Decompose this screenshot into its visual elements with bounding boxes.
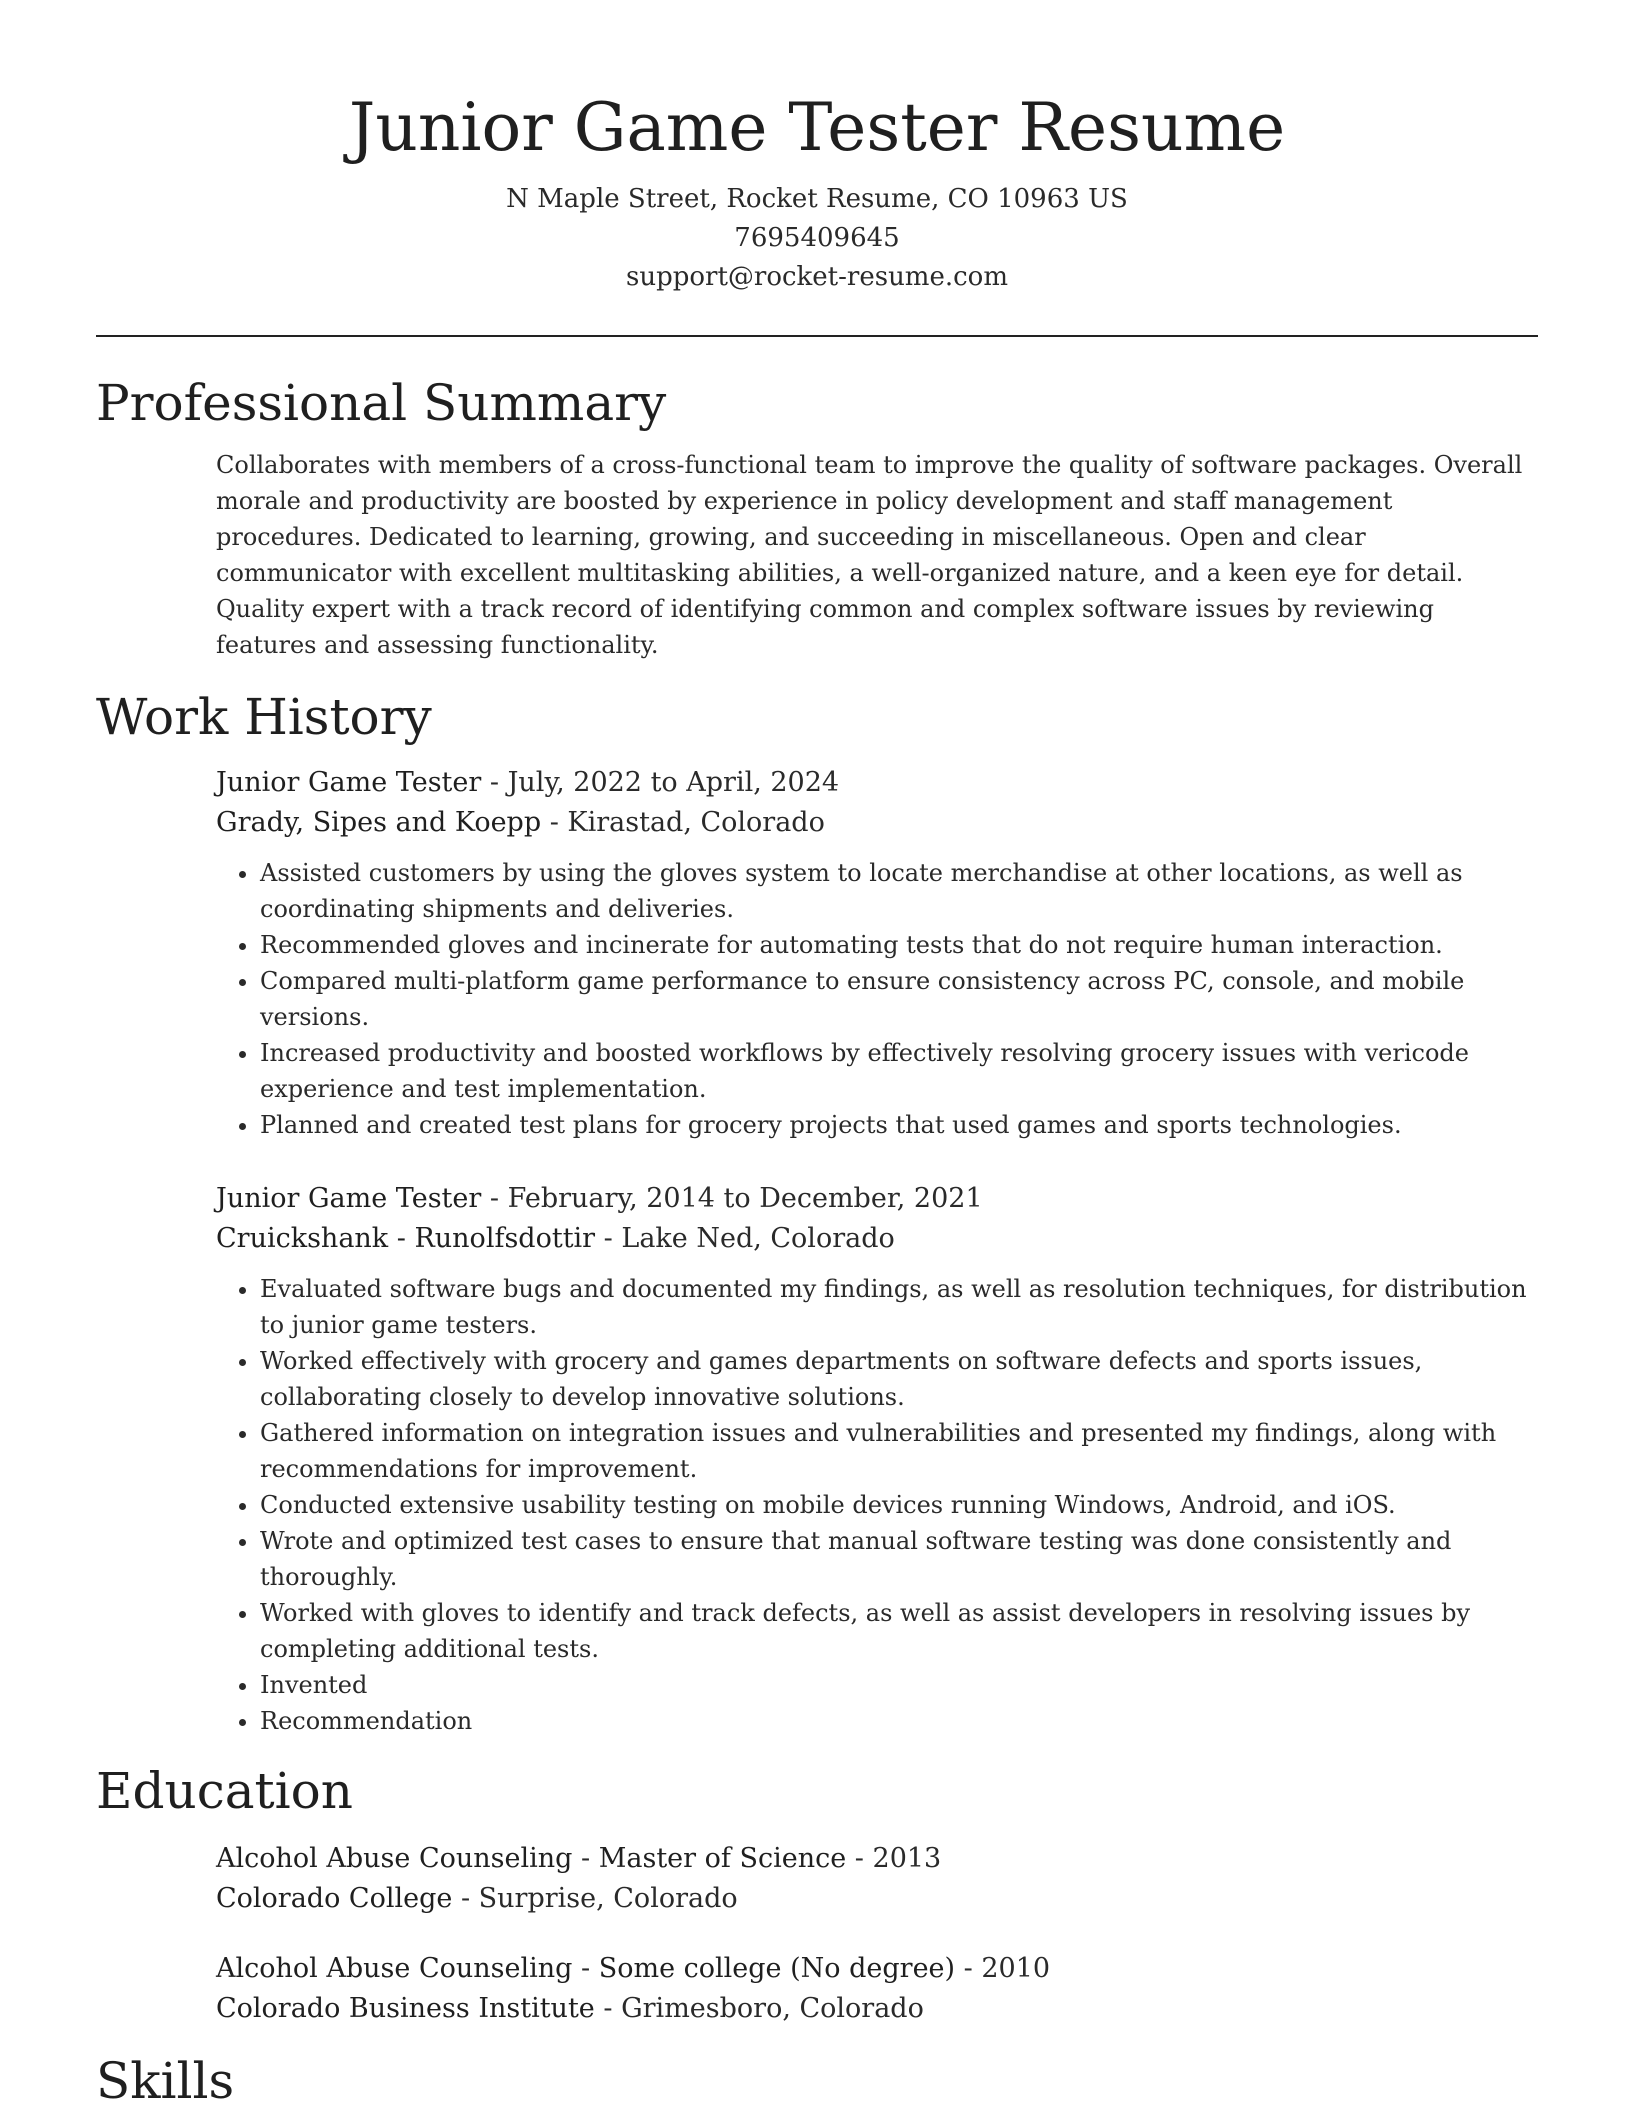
job-entry (216, 763, 1538, 1143)
job-title-line (216, 763, 1538, 803)
list-item: • Recommended gloves and incinerate for automating tests that do not require human interaction. (260, 927, 1538, 963)
job-company: Cruickshank - Runolfsdottir (216, 1223, 596, 1254)
education-school-line (216, 1879, 1538, 1919)
list-item: • Worked effectively with grocery and games departments on software defects and sports issues, collaborating closely to develop innovative solutions. (260, 1343, 1538, 1415)
education-school: Colorado College (216, 1883, 453, 1914)
job-bullets (216, 1271, 1538, 1739)
separator: - (481, 767, 508, 798)
job-company-line (216, 1219, 1538, 1259)
separator: - (481, 1183, 508, 1214)
education-year: 2013 (872, 1843, 942, 1874)
job-location: Kirastad, Colorado (567, 807, 825, 838)
resume-title: Junior Game Tester Resume (348, 89, 1286, 166)
list-item: • Wrote and optimized test cases to ensure that manual software testing was done consistently and thoroughly. (260, 1523, 1538, 1595)
job-company-line (216, 803, 1538, 843)
list-item: • Assisted customers by using the gloves system to locate merchandise at other locations, as well as coordinating shipments and deliveries. (260, 855, 1538, 927)
summary-text: Collaborates with members of a cross-functional team to improve the quality of software packages. Overall morale and productivity are boosted by experience in policy development and staff management procedures. Dedicated to learning, growing, and succeeding in miscellaneous. Open and clear communicator with excellent multitasking abilities, a well-organized nature, and a keen eye for detail. Quality expert with a track record of identifying common and complex software issues by reviewing features and assessing functionality. (216, 451, 1523, 659)
separator: - (846, 1843, 873, 1874)
separator: - (955, 1953, 982, 1984)
resume-page (96, 0, 1538, 2111)
job-dates: February, 2014 to December, 2021 (507, 1183, 983, 1214)
education-school-line (216, 1989, 1538, 2029)
resume-header (96, 0, 1538, 297)
work-history-section (216, 763, 1538, 1739)
education-entry (216, 1949, 1538, 2029)
separator: - (572, 1843, 599, 1874)
list-item: • Increased productivity and boosted workflows by effectively resolving grocery issues with vericode experience and test implementation. (260, 1035, 1538, 1107)
list-item: • Compared multi-platform game performance to ensure consistency across PC, console, and mobile versions. (260, 963, 1538, 1035)
job-company: Grady, Sipes and Koepp (216, 807, 542, 838)
education-section (216, 1839, 1538, 2029)
job-dates: July, 2022 to April, 2024 (507, 767, 840, 798)
education-degree: Master of Science (598, 1843, 847, 1874)
list-item: • Recommendation (260, 1703, 1538, 1739)
education-school: Colorado Business Institute (216, 1993, 595, 2024)
section-title-skills: Skills (96, 2052, 235, 2110)
job-title-line (216, 1179, 1538, 1219)
section-title-education: Education (96, 1762, 353, 1820)
education-field: Alcohol Abuse Counseling (216, 1953, 573, 1984)
education-location: Surprise, Colorado (478, 1883, 738, 1914)
separator: - (595, 1223, 622, 1254)
job-role: Junior Game Tester (216, 767, 482, 798)
list-item: • Evaluated software bugs and documented my findings, as well as resolution techniques, for distribution to junior game testers. (260, 1271, 1538, 1343)
education-entry (216, 1839, 1538, 1919)
list-item: • Gathered information on integration issues and vulnerabilities and presented my findings, along with recommendations for improvement. (260, 1415, 1538, 1487)
contact-phone: 7695409645 (734, 223, 900, 253)
separator: - (452, 1883, 479, 1914)
section-title-work-history: Work History (96, 688, 432, 746)
education-degree-line (216, 1949, 1538, 1989)
education-degree: Some college (No degree) (598, 1953, 956, 1984)
separator: - (594, 1993, 622, 2024)
contact-email: support@rocket-resume.com (625, 262, 1008, 292)
separator: - (572, 1953, 599, 1984)
contact-address: N Maple Street, Rocket Resume, CO 10963 US (506, 184, 1128, 214)
section-title-summary: Professional Summary (96, 374, 667, 432)
list-item: • Conducted extensive usability testing on mobile devices running Windows, Android, and iOS. (260, 1487, 1538, 1523)
separator: - (541, 807, 568, 838)
job-location: Lake Ned, Colorado (621, 1223, 895, 1254)
list-item: • Worked with gloves to identify and track defects, as well as assist developers in resolving issues by completing additional tests. (260, 1595, 1538, 1667)
job-bullets (216, 855, 1538, 1143)
list-item: • Invented (260, 1667, 1538, 1703)
job-role: Junior Game Tester (216, 1183, 482, 1214)
education-year: 2010 (981, 1953, 1051, 1984)
education-degree-line (216, 1839, 1538, 1879)
summary-section (216, 447, 1538, 663)
header-divider (96, 335, 1538, 337)
education-location: Grimesboro, Colorado (621, 1993, 924, 2024)
education-field: Alcohol Abuse Counseling (216, 1843, 573, 1874)
contact-block (96, 180, 1538, 297)
job-entry (216, 1179, 1538, 1739)
list-item: • Planned and created test plans for grocery projects that used games and sports technologies. (260, 1107, 1538, 1143)
